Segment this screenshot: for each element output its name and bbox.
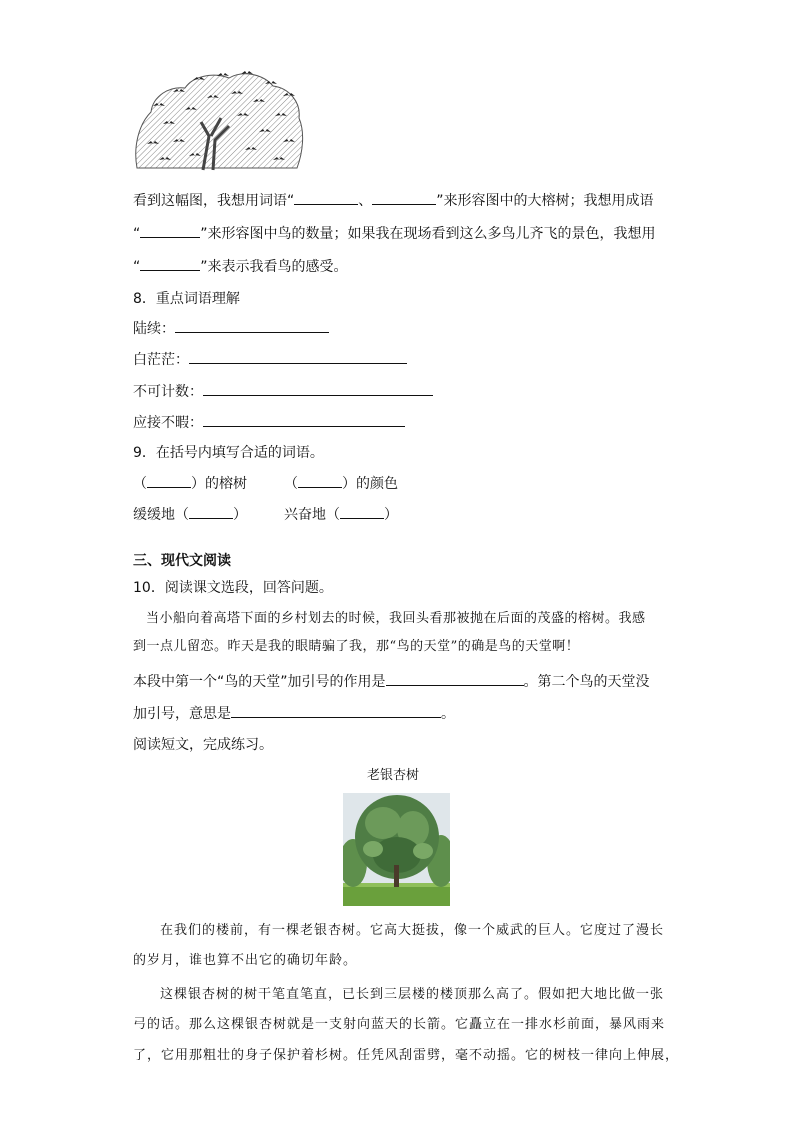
- reading-p2-line-1: 这棵银杏树的树干笔直笔直，已长到三层楼的楼顶那么高了。假如把大地比做一张: [160, 987, 665, 1002]
- q9-blank-2[interactable]: [298, 475, 342, 488]
- q8-item-2: 白茫茫：: [133, 349, 407, 369]
- reading-p1-line-2: 的岁月，谁也算不出它的确切年龄。: [133, 953, 358, 968]
- q9-row-2-b: 兴奋地（ ）: [284, 507, 398, 523]
- q9-blank-3[interactable]: [189, 506, 233, 519]
- q9-row-1-a: （ ）的榕树: [133, 476, 247, 492]
- q7-line-2: “ ”来形容图中鸟的数量；如果我在现场看到这么多鸟儿齐飞的景色，我想用: [133, 223, 656, 243]
- reading-p2-line-3: 了，它用那粗壮的身子保护着杉树。任凭风刮雷劈，毫不动摇。它的树枝一律向上伸展，: [133, 1048, 680, 1063]
- q8-answer-2[interactable]: [189, 349, 407, 364]
- q10-answer-line-2: 加引号，意思是 。: [133, 703, 455, 723]
- q8-item-1: 陆续：: [133, 318, 329, 338]
- q8-item-4: 应接不暇：: [133, 412, 405, 432]
- section-heading: 三、现代文阅读: [133, 553, 231, 569]
- q7-blank-3[interactable]: [140, 223, 200, 238]
- q10-excerpt-line-2: 到一点儿留恋。昨天是我的眼睛骗了我，那“鸟的天堂”的确是鸟的天堂啊！: [133, 639, 580, 654]
- q7-line-1: 看到这幅图，我想用词语“ 、 ”来形容图中的大榕树；我想用成语: [133, 190, 654, 210]
- q9-blank-1[interactable]: [147, 475, 191, 488]
- q9-blank-4[interactable]: [340, 506, 384, 519]
- q8-title: 8．重点词语理解: [133, 291, 240, 307]
- q10-answer-blank-2[interactable]: [231, 703, 441, 718]
- q9-row-2-a: 缓缓地（ ）: [133, 507, 247, 523]
- reading-intro: 阅读短文，完成练习。: [133, 737, 273, 753]
- reading-p2-line-2: 弓的话。那么这棵银杏树就是一支射向蓝天的长箭。它矗立在一排水杉前面，暴风雨来: [133, 1017, 666, 1032]
- ginkgo-photo-svg: [343, 793, 450, 906]
- q8-answer-3[interactable]: [203, 381, 433, 396]
- reading-p1-line-1: 在我们的楼前，有一棵老银杏树。它高大挺拔，像一个威武的巨人。它度过了漫长: [160, 923, 665, 938]
- q7-blank-4[interactable]: [140, 256, 200, 271]
- q10-answer-line-1: 本段中第一个“鸟的天堂”加引号的作用是 。第二个鸟的天堂没: [133, 671, 650, 691]
- ginkgo-tree-image: [343, 793, 450, 906]
- q7-blank-1[interactable]: [294, 190, 358, 205]
- q9-title: 9．在括号内填写合适的词语。: [133, 445, 324, 461]
- q8-item-3: 不可计数：: [133, 381, 433, 401]
- reading-title: 老银杏树: [367, 768, 420, 783]
- q8-answer-1[interactable]: [175, 318, 329, 333]
- q8-answer-4[interactable]: [203, 412, 405, 427]
- banyan-sketch-svg: [133, 66, 305, 174]
- banyan-tree-image: [133, 66, 305, 174]
- q10-excerpt-line-1: 当小船向着高塔下面的乡村划去的时候，我回头看那被抛在后面的茂盛的榕树。我感: [146, 611, 646, 626]
- q7-blank-2[interactable]: [372, 190, 436, 205]
- q9-row-1-b: （ ）的颜色: [284, 476, 398, 492]
- q10-title: 10．阅读课文选段，回答问题。: [133, 580, 333, 596]
- q7-line-3: “ ”来表示我看鸟的感受。: [133, 256, 348, 276]
- q10-answer-blank-1[interactable]: [386, 671, 524, 686]
